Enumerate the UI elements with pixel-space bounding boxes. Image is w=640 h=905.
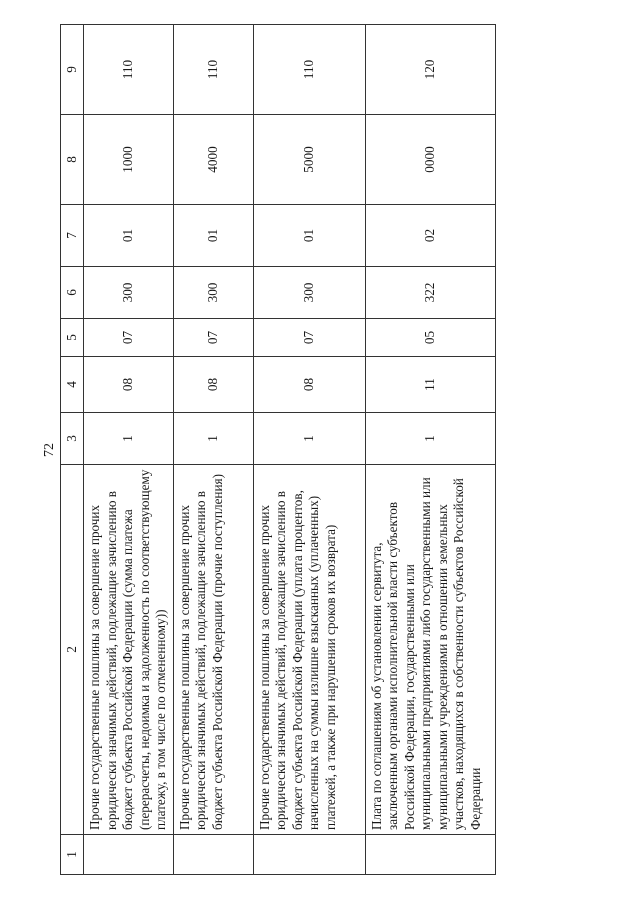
cell-code-4: 11 — [365, 357, 495, 413]
cell-description: Прочие государственные пошлины за совершение прочих юридически значимых действий, подлежащие зачислению в бюджет субъекта Российской Федерации (уплата процентов, начисленных на суммы излишне взысканных (уплаченных) платежей, а также при нарушении сроков их возврата) — [253, 465, 365, 835]
cell-code-6: 300 — [173, 267, 253, 319]
cell-code-9: 120 — [365, 25, 495, 115]
cell-code-8: 5000 — [253, 115, 365, 205]
column-header-6: 6 — [61, 267, 84, 319]
cell-index — [365, 835, 495, 875]
table-row — [84, 25, 174, 875]
column-header-7: 7 — [61, 205, 84, 267]
column-header-1: 1 — [61, 835, 84, 875]
cell-code-8: 4000 — [173, 115, 253, 205]
table-row — [253, 25, 365, 875]
cell-code-3: 1 — [365, 413, 495, 465]
column-header-2: 2 — [61, 465, 84, 835]
cell-code-9: 110 — [173, 25, 253, 115]
cell-code-3: 1 — [173, 413, 253, 465]
table-row — [365, 25, 495, 875]
column-header-8: 8 — [61, 115, 84, 205]
cell-code-7: 01 — [253, 205, 365, 267]
cell-description: Плата по соглашениям об установлении сервитута, заключенным органами исполнительной власти субъектов Российской Федерации, государственными или муниципальными предприятиями либо государственными или муниципальными учреждениями в отношении земельных участков, находящихся в собственности субъектов Российской Федерации — [365, 465, 495, 835]
document-table-area — [60, 0, 550, 905]
column-header-4: 4 — [61, 357, 84, 413]
cell-code-5: 05 — [365, 319, 495, 357]
cell-code-7: 01 — [173, 205, 253, 267]
cell-code-6: 300 — [253, 267, 365, 319]
cell-index — [253, 835, 365, 875]
cell-code-8: 1000 — [84, 115, 174, 205]
cell-code-6: 300 — [84, 267, 174, 319]
cell-code-4: 08 — [253, 357, 365, 413]
cell-description: Прочие государственные пошлины за совершение прочих юридически значимых действий, подлежащие зачислению в бюджет субъекта Российской Федерации (прочие поступления) — [173, 465, 253, 835]
cell-code-8: 0000 — [365, 115, 495, 205]
cell-description: Прочие государственные пошлины за совершение прочих юридически значимых действий, подлежащие зачислению в бюджет субъекта Российской Федерации (сумма платежа (перерасчеты, недоимка и задолженность по соответствующему платежу, в том числе по отмененному)) — [84, 465, 174, 835]
cell-code-3: 1 — [84, 413, 174, 465]
cell-code-5: 07 — [173, 319, 253, 357]
column-header-9: 9 — [61, 25, 84, 115]
column-header-3: 3 — [61, 413, 84, 465]
cell-code-7: 02 — [365, 205, 495, 267]
cell-code-7: 01 — [84, 205, 174, 267]
cell-index — [84, 835, 174, 875]
cell-code-6: 322 — [365, 267, 495, 319]
table-row — [173, 25, 253, 875]
cell-code-9: 110 — [84, 25, 174, 115]
cell-code-5: 07 — [84, 319, 174, 357]
column-header-5: 5 — [61, 319, 84, 357]
table-header-row — [61, 25, 84, 875]
budget-classification-table — [60, 24, 496, 875]
cell-code-9: 110 — [253, 25, 365, 115]
cell-index — [173, 835, 253, 875]
cell-code-4: 08 — [84, 357, 174, 413]
cell-code-5: 07 — [253, 319, 365, 357]
cell-code-4: 08 — [173, 357, 253, 413]
cell-code-3: 1 — [253, 413, 365, 465]
page-number: 72 — [42, 443, 57, 457]
